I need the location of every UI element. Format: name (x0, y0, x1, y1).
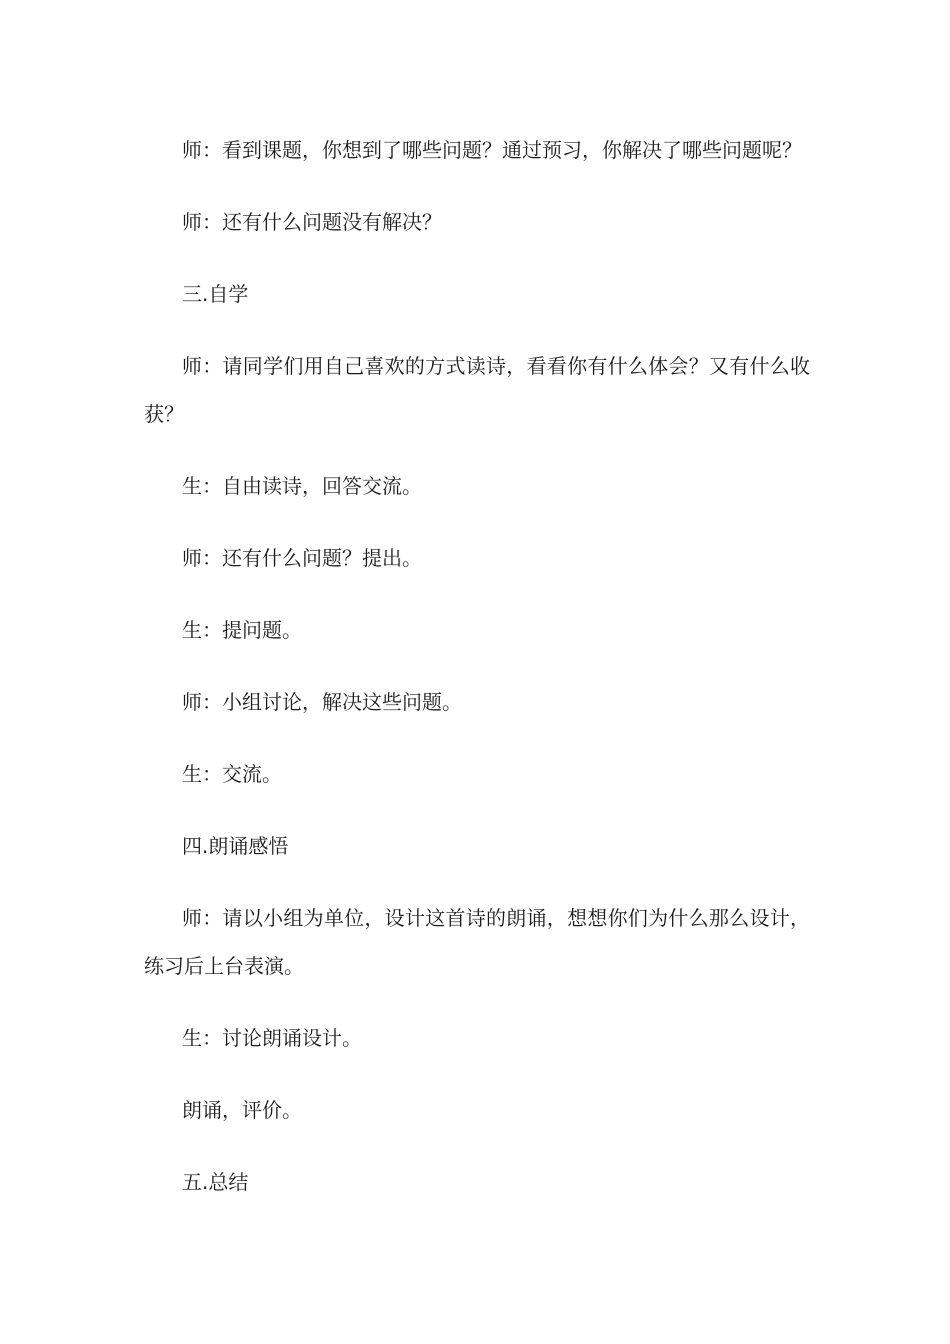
dialogue-teacher-unsolved: 师：还有什么问题没有解决？ (182, 210, 442, 234)
dialogue-student-free-read: 生：自由读诗，回答交流。 (182, 474, 422, 498)
section-heading-self-study: 三.自学 (182, 282, 249, 306)
dialogue-student-ask: 生：提问题。 (182, 618, 302, 642)
dialogue-student-discuss-design: 生：讨论朗诵设计。 (182, 1026, 362, 1050)
dialogue-teacher-group-discussion: 师：小组讨论，解决这些问题。 (182, 690, 462, 714)
section-heading-recitation: 四.朗诵感悟 (182, 834, 289, 858)
dialogue-teacher-read-poem: 师：请同学们用自己喜欢的方式读诗，看看你有什么体会？又有什么收获？ (144, 354, 810, 426)
recitation-evaluation: 朗诵，评价。 (182, 1098, 302, 1122)
document-body (144, 126, 810, 1230)
dialogue-teacher-more-questions: 师：还有什么问题？提出。 (182, 546, 422, 570)
dialogue-teacher-design-recitation: 师：请以小组为单位，设计这首诗的朗诵，想想你们为什么那么设计，练习后上台表演。 (144, 906, 810, 978)
section-heading-summary: 五.总结 (182, 1170, 249, 1194)
dialogue-student-exchange: 生：交流。 (182, 762, 282, 786)
dialogue-teacher-questions: 师：看到课题，你想到了哪些问题？通过预习，你解决了哪些问题呢？ (182, 138, 802, 162)
